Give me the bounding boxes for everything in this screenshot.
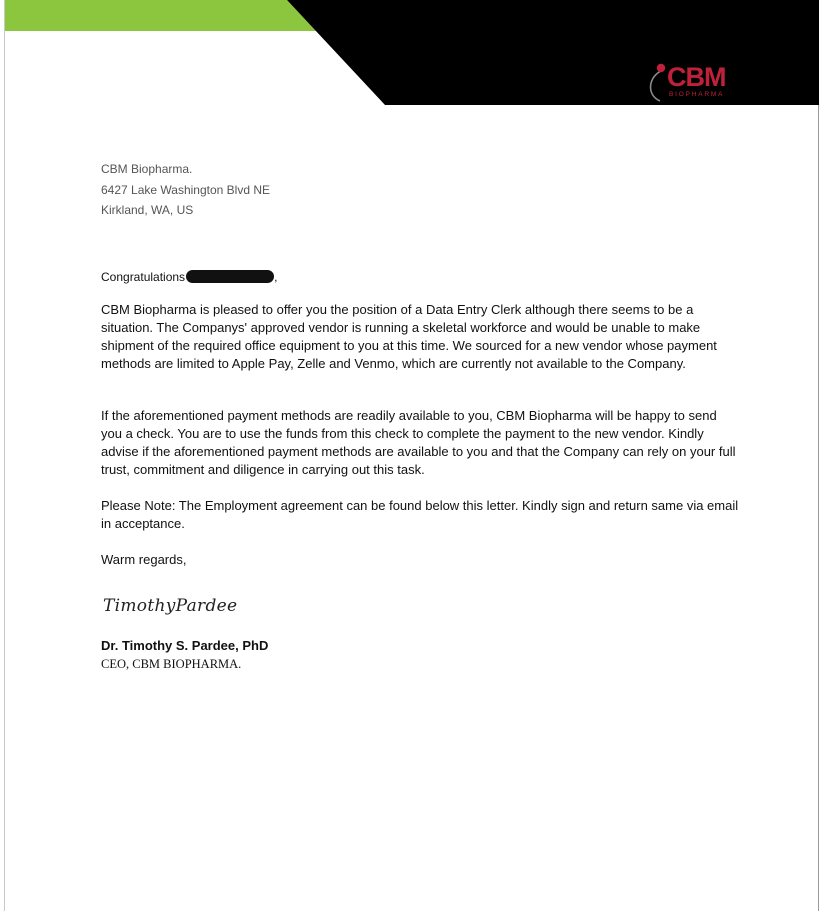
greeting-text: Congratulations [101,270,186,284]
address-line: Kirkland, WA, US [101,203,194,217]
paragraph-payment: If the aforementioned payment methods are readily available to you, CBM Biopharma will be happy to send you a check. You are to use the funds from this check to complete the payment to the new vendor. Kindly advise if the aforementioned payment methods are available to you and that the Company can rely on your full trust, commitment and diligence in carrying out this task. [101,408,736,477]
address-line: CBM Biopharma. [101,162,193,176]
paragraph-note: Please Note: The Employment agreement can be found below this letter. Kindly sign and return same via email in acceptance. [101,498,739,531]
paragraph-offer: CBM Biopharma is pleased to offer you the position of a Data Entry Clerk although there seems to be a situation. The Companys' approved vendor is running a skeletal workforce and would be unable to make shipment of the required office equipment to you at this time. We sourced for a new vendor whose payment methods are limited to Apple Pay, Zelle and Venmo, which are currently not available to the Company. [101,302,717,371]
closing: Warm regards, [101,552,187,567]
handwritten-signature: TimothyPardee [103,596,238,616]
signer-title: CEO, CBM BIOPHARMA. [101,657,242,671]
company-logo: CBM [667,62,726,92]
company-logo-tagline: BIOPHARMA [669,91,725,98]
green-stripe [5,0,316,31]
black-banner [287,0,819,105]
greeting-comma: , [274,270,278,284]
greeting [101,269,277,285]
sender-address [101,159,270,221]
address-line: 6427 Lake Washington Blvd NE [101,182,270,197]
signer-name: Dr. Timothy S. Pardee, PhD [101,638,269,653]
redacted-name [186,270,274,283]
